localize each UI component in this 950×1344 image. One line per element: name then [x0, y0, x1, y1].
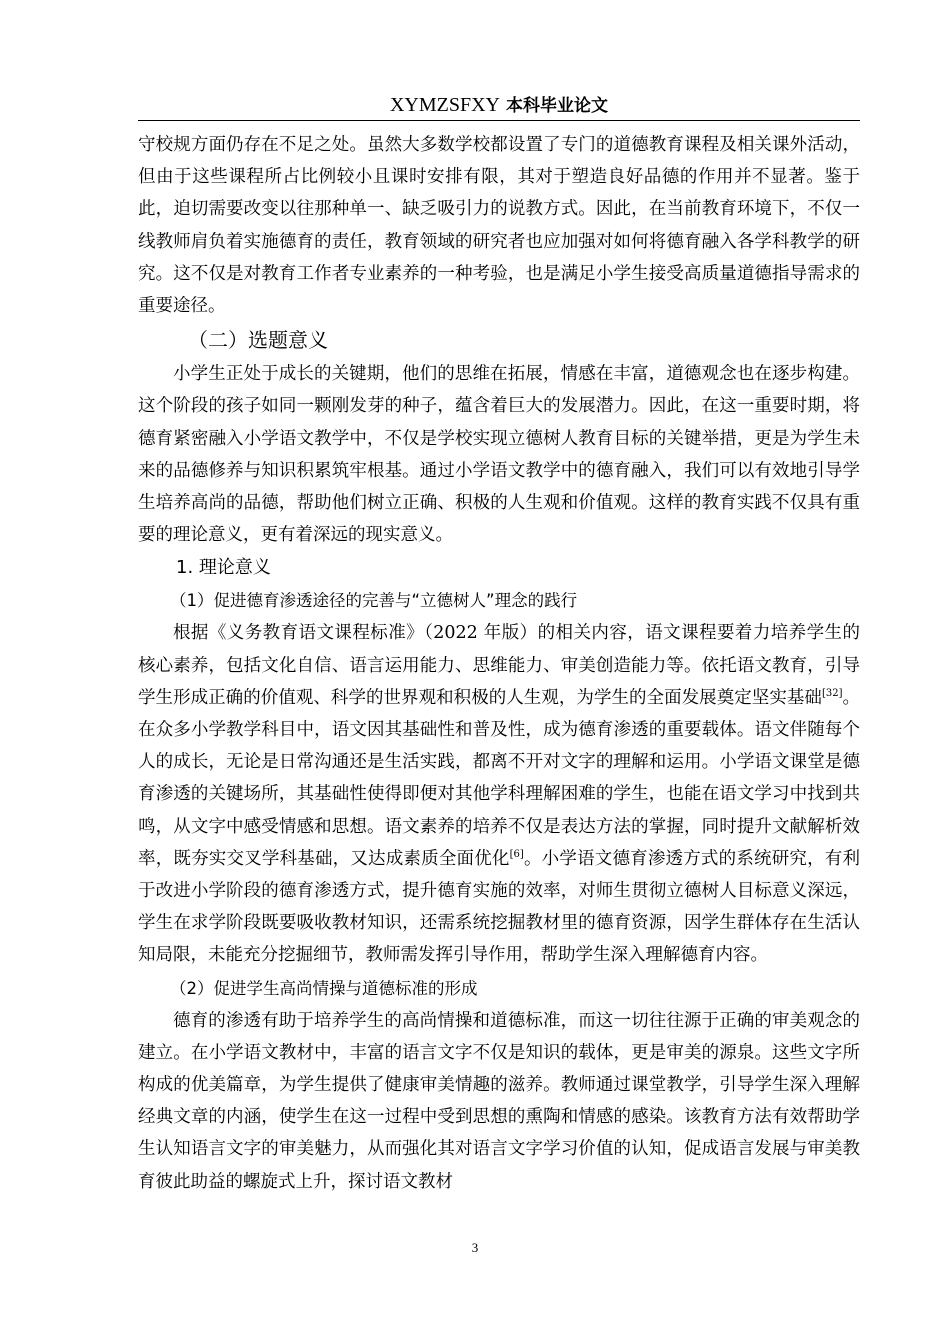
paragraph-curriculum-standard: [138, 617, 860, 971]
paragraph-text-c: 。小学语文德育渗透方式的系统研究，有利于改进小学阶段的德育渗透方式，提升德育实施的效率，对师生贯彻立德树人目标意义深远，学生在求学阶段既要吸收教材知识，还需系统挖掘教材里的德育资源，因学生群体存在生活认知局限，未能充分挖掘细节，教师需发挥引导作用，帮助学生深入理解德育内容。: [138, 848, 860, 966]
section-heading-significance: （二）选题意义: [188, 328, 328, 353]
paragraph-continued: 守校规方面仍存在不足之处。虽然大多数学校都设置了专门的道德教育课程及相关课外活动，但由于这些课程所占比例较小且课时安排有限，其对于塑造良好品德的作用并不显著。鉴于此，迫切需要改变以往那种单一、缺乏吸引力的说教方式。因此，在当前教育环境下，不仅一线教师肩负着实施德育的责任，教育领域的研究者也应加强对如何将德育融入各学科教学的研究。这不仅是对教育工作者专业素养的一种考验，也是满足小学生接受高质量道德指导需求的重要途径。: [138, 135, 860, 317]
body-text: [138, 129, 860, 1198]
header-rule: [138, 120, 860, 121]
running-header: [138, 92, 860, 119]
citation-32: [32]: [821, 688, 843, 700]
paragraph-significance-intro: 小学生正处于成长的关键期，他们的思维在拓展，情感在丰富，道德观念也在逐步构建。这个阶段的孩子如同一颗刚发芽的种子，蕴含着巨大的发展潜力。因此，在这一重要时期，将德育紧密融入小学语文教学中，不仅是学校实现立德树人教育目标的关键举措，更是为学生未来的品德修养与知识积累筑牢根基。通过小学语文教学中的德育融入，我们可以有效地引导学生培养高尚的品德，帮助他们树立正确、积极的人生观和价值观。这样的教育实践不仅具有重要的理论意义，更有着深远的现实意义。: [138, 364, 860, 546]
subheading-noble-sentiment: （2）促进学生高尚情操与道德标准的形成: [170, 978, 478, 998]
subheading-moral-education-path: （1）促进德育渗透途径的完善与“立德树人”理念的践行: [170, 591, 578, 611]
header-code: XYMZSFXY: [389, 94, 500, 116]
paragraph-text-a: 根据《义务教育语文课程标准》（2022 年版）的相关内容，语文课程要着力培养学生的核心素养，包括文化自信、语言运用能力、思维能力、审美创造能力等。依托语文教育，引导学生形成正确的价值观、科学的世界观和积极的人生观，为学生的全面发展奠定坚实基础: [138, 623, 860, 708]
header-title: 本科毕业论文: [506, 96, 609, 116]
paragraph-aesthetic-education: 德育的渗透有助于培养学生的高尚情操和道德标准，而这一切往往源于正确的审美观念的建立。在小学语文教材中，丰富的语言文字不仅是知识的载体，更是审美的源泉。这些文字所构成的优美篇章，为学生提供了健康审美情趣的滋养。教师通过课堂教学，引导学生深入理解经典文章的内涵，使学生在这一过程中受到思想的熏陶和情感的感染。该教育方法有效帮助学生认知语言文字的审美魅力，从而强化其对语言文字学习价值的认知，促成语言发展与审美教育彼此助益的螺旋式上升，探讨语文教材: [138, 1010, 860, 1192]
page-number: 3: [471, 1240, 479, 1255]
subsection-heading-theory: 1. 理论意义: [176, 557, 271, 579]
citation-6: [6]: [509, 849, 524, 861]
paragraph-text-b: 。在众多小学教学科目中，语文因其基础性和普及性，成为德育渗透的重要载体。语文伴随每个人的成长，无论是日常沟通还是生活实践，都离不开对文字的理解和运用。小学语文课堂是德育渗透的关键场所，其基础性使得即便对其他学科理解困难的学生，也能在语文学习中找到共鸣，从文字中感受情感和思想。语文素养的培养不仅是表达方法的掌握，同时提升文献解析效率，既夯实交叉学科基础，又达成素质全面优化: [138, 687, 861, 869]
